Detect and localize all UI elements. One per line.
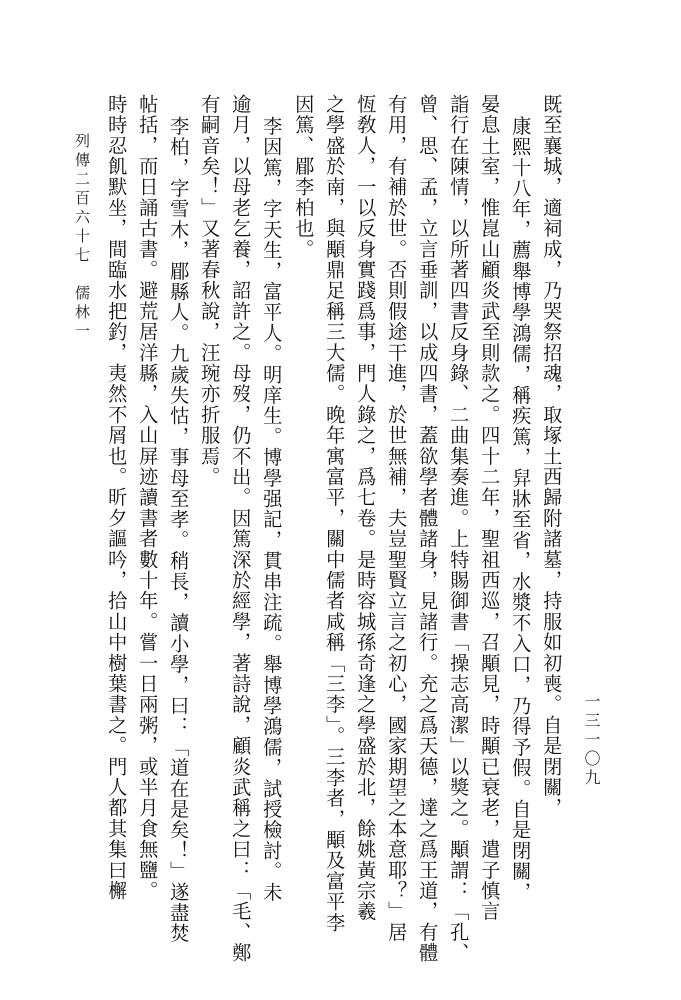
- text-line-14: 帖括，而日誦古書。避荒居洋縣，入山屏迹讀書者數十年。嘗一日兩粥，或半月食無鹽。: [136, 94, 160, 902]
- text-line-10: 李因篤，字天生，富平人。明庠生。博學强記，貫串注疏。舉博學鴻儒，試授檢討。未: [260, 116, 284, 903]
- text-line-2: 康熙十八年，薦舉博學鴻儒，稱疾篤，舁牀至省，水漿不入口，乃得予假。自是閉關，: [509, 116, 533, 903]
- text-line-15: 時時忍飢默坐，間臨水把釣，夷然不屑也。昕夕謳吟，拾山中樹葉書之。門人都其集曰檞: [105, 94, 129, 902]
- page-number: 一三一〇九: [582, 693, 601, 788]
- text-line-3: 晏息土室，惟崑山顧炎武至則款之。四十二年，聖祖西巡，召顒見，時顒已衰老，遣子慎言: [478, 94, 502, 922]
- text-line-8: 之學盛於南，與顒鼎足稱三大儒。晚年寓富平，關中儒者咸稱「三李」。三李者，顒及富平李: [323, 94, 347, 934]
- text-line-1: 既至襄城，適祠成，乃哭祭招魂，取塚土西歸附諸墓，持服如初喪。自是閉關，: [540, 94, 564, 819]
- text-line-6: 有用，有補於世。否則假途干進，於世無補，夫豈聖賢立言之初心，國家期望之本意耶？」居: [385, 94, 409, 943]
- text-line-12: 有嗣音矣！」又著春秋說，汪琬亦折服焉。: [198, 94, 222, 488]
- text-line-9: 因篤、郿李柏也。: [292, 94, 316, 260]
- text-line-5: 曾、思、孟，立言垂訓，以成四書，蓋欲學者體諸身，見諸行。充之爲天德，達之爲王道，有體: [416, 94, 440, 964]
- running-head: 列傳二百六十七 儒林一: [73, 133, 91, 342]
- text-line-13: 李柏，字雪木，郿縣人。九歲失怙，事母至孝。稍長，讀小學，曰：「道在是矣！」遂盡焚: [167, 116, 191, 944]
- text-line-4: 詣行在陳情，以所著四書反身錄、二曲集奏進。上特賜御書「操志高潔」以獎之。顒謂：「孔、: [447, 94, 471, 964]
- text-line-7: 恆敎人，一以反身實踐爲事，門人錄之，爲七卷。是時容城孫奇逢之學盛於北，餘姚黃宗羲: [354, 94, 378, 922]
- text-line-11: 逾月，以母老乞養，詔許之。母歿，仍不出。因篤深於經學，著詩說，顧炎武稱之曰：「毛、鄭: [229, 94, 253, 964]
